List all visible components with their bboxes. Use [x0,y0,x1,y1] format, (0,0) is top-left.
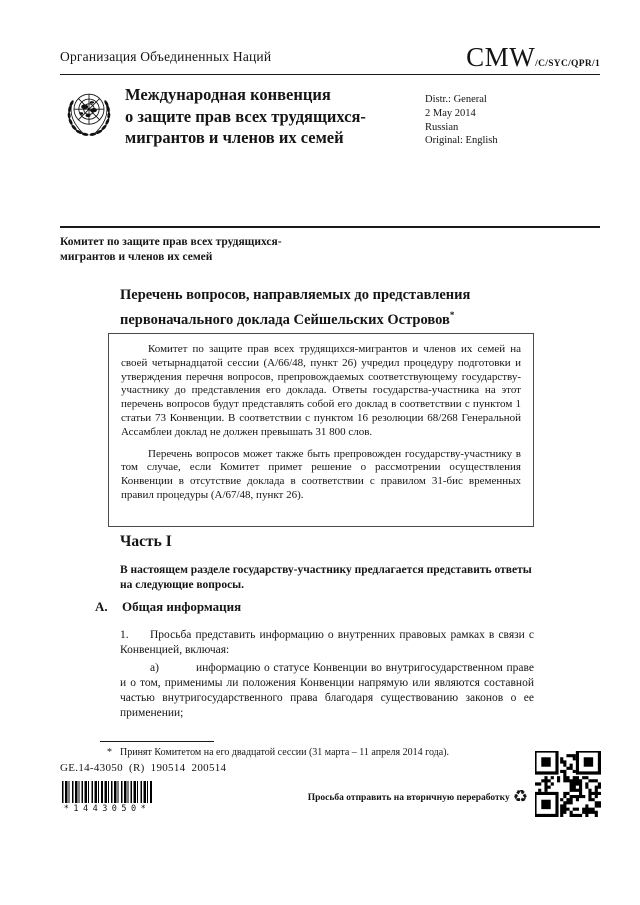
summary-paragraph-2: Перечень вопросов может также быть препровожден государству-участнику в том случае, если Комитет примет решение о рассмотрении осуществления Конвенции в отсутствие доклада в соответствии с правилом 31-бис временных правил процедуры (A/67/48, пункт 26). [121,447,521,501]
doc-symbol-suffix: /C/SYC/QPR/1 [535,59,600,69]
recycle-text: Просьба отправить на вторичную переработку [307,792,510,803]
distr-language: Russian [425,121,459,133]
convention-title-line: о защите прав всех трудящихся- [125,106,366,126]
item-1a-text: информацию о статусе Конвенции во внутригосударственном праве и о том, применимы ли положения Конвенции напрямую или являются составной частью внутригосударственного права благодаря существованию законов о ее применении; [120,662,534,719]
barcode-stripes-icon [62,781,152,803]
committee-name [60,235,282,264]
doc-symbol-main: CMW [466,42,536,72]
committee-line: Комитет по защите прав всех трудящихся- [60,236,282,248]
committee-line: мигрантов и членов их семей [60,250,213,263]
item-1a-label: a) [150,662,159,674]
un-emblem-icon [60,85,118,143]
doc-symbol [466,42,600,73]
item-1-number: 1. [120,629,129,641]
section-rule [60,226,600,228]
distr-date: 2 May 2014 [425,107,476,119]
distr-line: Distr.: General [425,94,487,105]
barcode-text: *1443050* [63,804,151,814]
footnote-marker: * [107,747,112,758]
item-1a-paragraph [120,661,534,721]
un-org-name: Организация Объединенных Наций [60,49,272,64]
convention-title [125,84,366,149]
convention-title-line: мигрантов и членов их семей [125,128,344,147]
summary-box [108,333,534,527]
item-1-text: Просьба представить информацию о внутренних правовых рамках в связи с Конвенцией, включая: [120,629,534,656]
ge-number: GE.14-43050 (R) 190514 200514 [60,762,227,774]
footnote-rule [100,741,214,742]
title-footnote-marker: * [449,309,455,320]
part1-heading: Часть I [120,533,172,550]
footnote-text: Принят Комитетом на его двадцатой сессии (31 марта – 11 апреля 2014 года). [120,747,450,758]
document-title: Перечень вопросов, направляемых до представления первоначального доклада Сейшельских Островов* [120,287,471,328]
barcode [62,781,152,814]
part1-intro: В настоящем разделе государству-участнику предлагается представить ответы на следующие вопросы. [120,564,532,591]
qr-code [535,751,601,817]
distr-original: Original: English [425,135,498,147]
header-rule [60,74,600,75]
item-1-paragraph [120,628,534,658]
recycle-icon: ♻ [512,787,528,807]
section-a-heading [95,599,540,615]
recycle-notice [308,789,528,806]
section-a-label: A. [95,599,108,614]
convention-title-line: Международная конвенция [125,85,331,104]
distribution-block [425,93,498,148]
section-a-title: Общая информация [122,599,242,614]
summary-paragraph-1: Комитет по защите прав всех трудящихся-мигрантов и членов их семей на своей четырнадцатой сессии (A/66/48, пункт 26) учредил процедуру подготовки и утверждения перечня вопросов, препровождаемых соответствующему государству-участнику до представления его доклада. Ответы государства-участника на этот перечень вопросов будут представлять собой его доклад в соответствии с пунктом 1 статьи 73 Конвенции. В соответствии с пунктом 16 резолюции 68/268 Генеральной Ассамблеи доклад не должен превышать 31 800 слов. [121,343,521,438]
footnote [100,747,540,758]
